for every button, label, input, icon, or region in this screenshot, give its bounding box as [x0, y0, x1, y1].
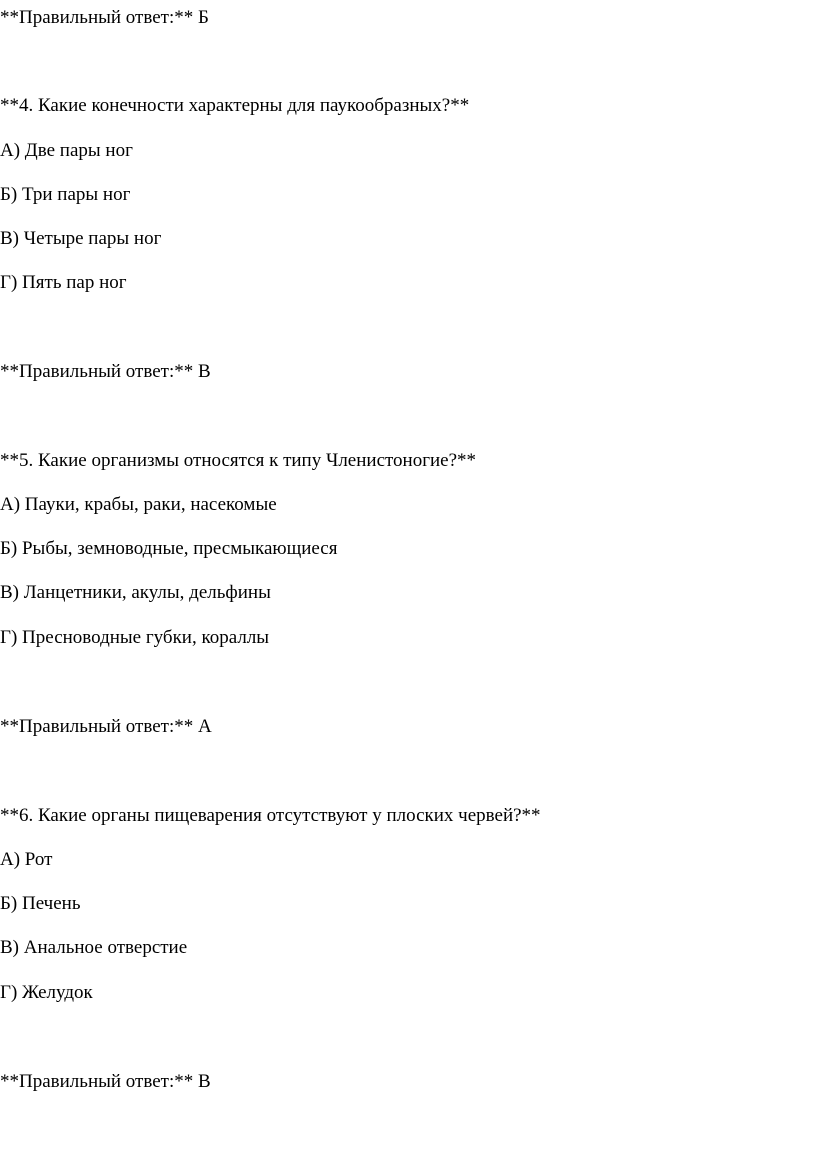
question-4-text: **4. Какие конечности характерны для паукообразных?** — [0, 95, 470, 116]
question-4-answer: **Правильный ответ:** В — [0, 361, 211, 382]
question-6-option-a: А) Рот — [0, 849, 53, 870]
question-6-text: **6. Какие органы пищеварения отсутствуют у плоских червей?** — [0, 805, 541, 826]
question-5-option-a: А) Пауки, крабы, раки, насекомые — [0, 494, 277, 515]
question-5-option-b: Б) Рыбы, земноводные, пресмыкающиеся — [0, 538, 338, 559]
previous-answer: **Правильный ответ:** Б — [0, 7, 209, 28]
question-4-option-c: В) Четыре пары ног — [0, 228, 162, 249]
question-5-answer: **Правильный ответ:** А — [0, 716, 212, 737]
question-4-option-b: Б) Три пары ног — [0, 184, 131, 205]
question-6-answer: **Правильный ответ:** В — [0, 1071, 211, 1092]
question-4-option-d: Г) Пять пар ног — [0, 272, 127, 293]
question-5-text: **5. Какие организмы относятся к типу Членистоногие?** — [0, 450, 477, 471]
question-6-option-b: Б) Печень — [0, 893, 81, 914]
question-6-option-d: Г) Желудок — [0, 982, 93, 1003]
question-6-option-c: В) Анальное отверстие — [0, 937, 188, 958]
question-5-option-d: Г) Пресноводные губки, кораллы — [0, 627, 270, 648]
question-5-option-c: В) Ланцетники, акулы, дельфины — [0, 582, 271, 603]
question-4-option-a: А) Две пары ног — [0, 140, 133, 161]
